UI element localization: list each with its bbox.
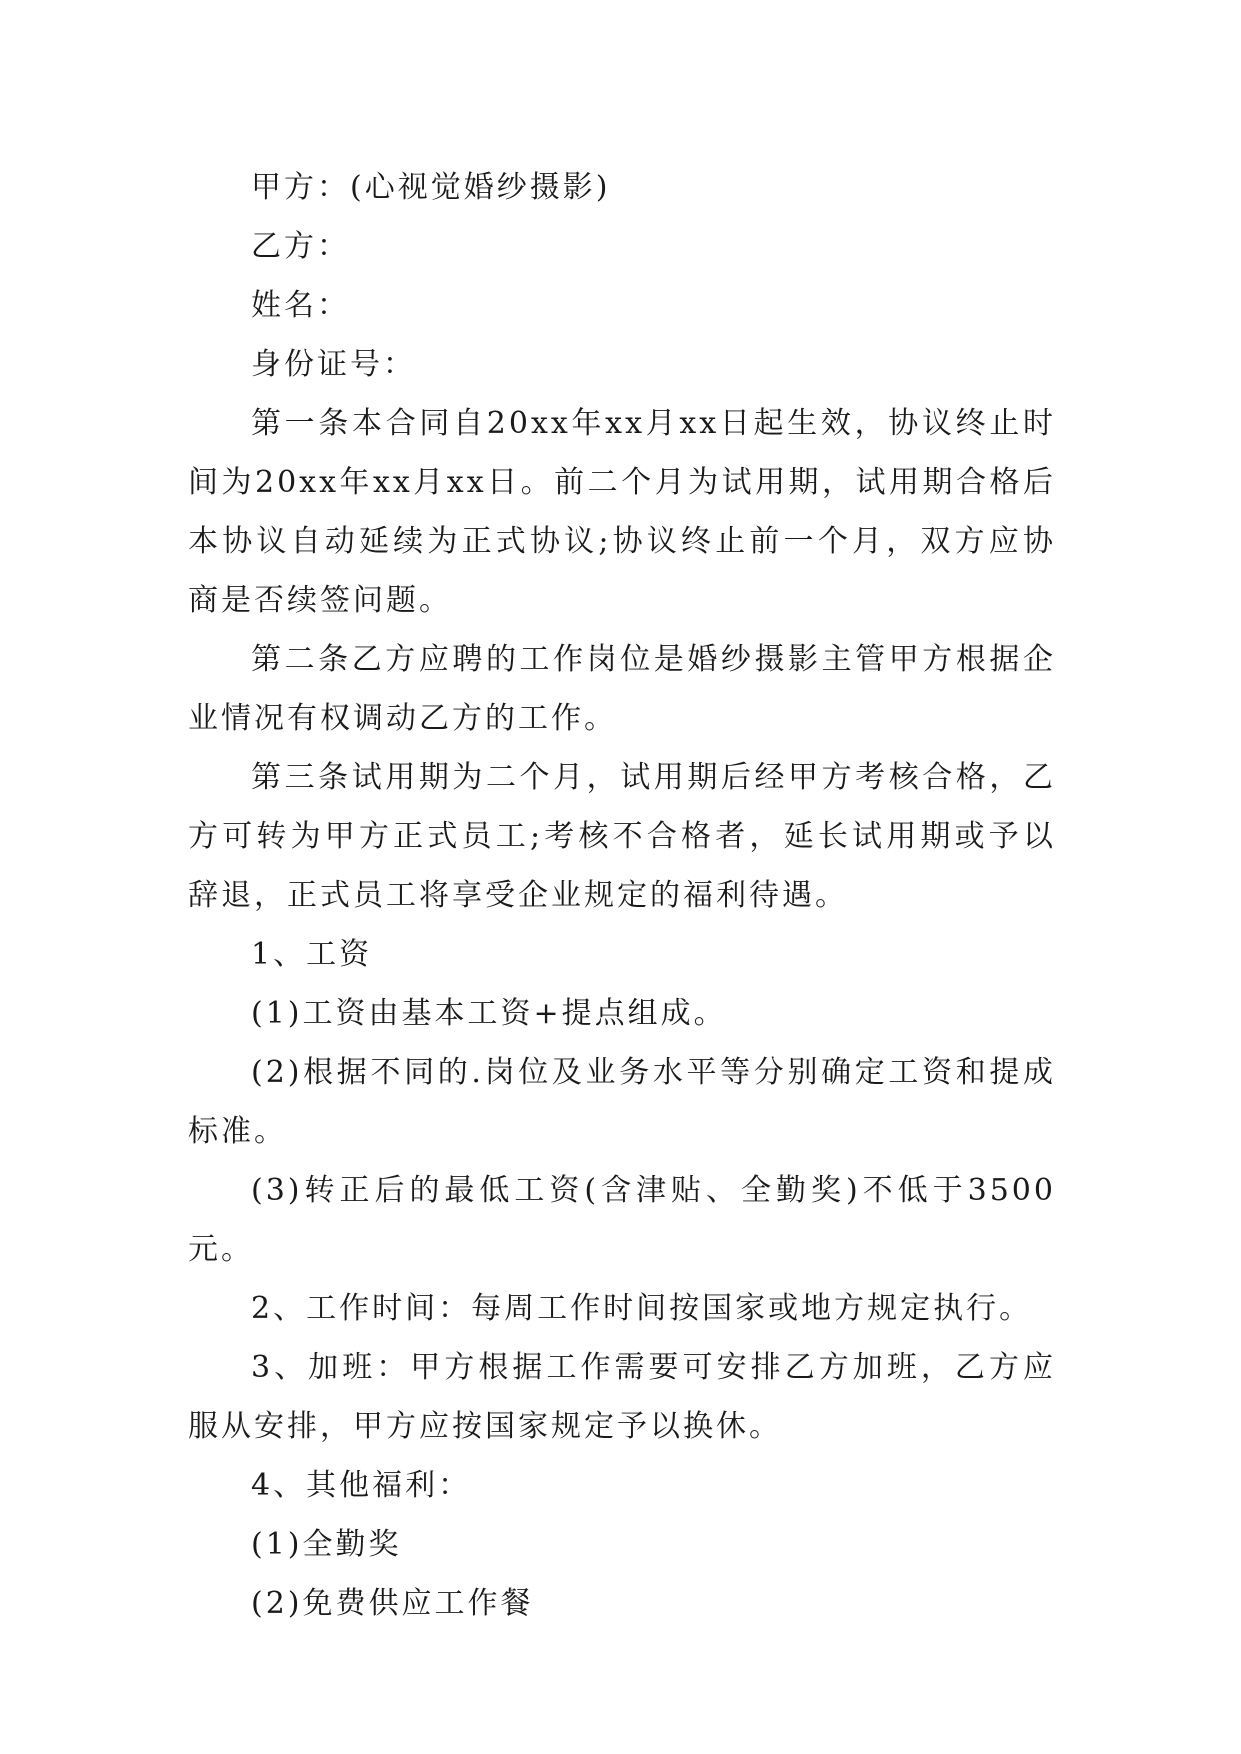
section-other-benefits: 4、其他福利：: [251, 1468, 472, 1503]
salary-item-3: (3)转正后的最低工资(含津贴、全勤奖)不低于3500元。: [188, 1173, 1056, 1267]
salary-item-1: (1)工资由基本工资+提点组成。: [251, 996, 727, 1031]
id-number-line: 身份证号：: [251, 347, 416, 382]
document-body: [188, 158, 1056, 1633]
party-a-line: 甲方：(心视觉婚纱摄影): [251, 170, 611, 205]
article-3: 第三条试用期为二个月，试用期后经甲方考核合格，乙方可转为甲方正式员工;考核不合格者，延长试用期或予以辞退，正式员工将享受企业规定的福利待遇。: [188, 760, 1056, 913]
section-overtime: 3、加班：甲方根据工作需要可安排乙方加班，乙方应服从安排，甲方应按国家规定予以换休。: [188, 1350, 1056, 1444]
party-b-line: 乙方：: [251, 229, 350, 264]
article-2: 第二条乙方应聘的工作岗位是婚纱摄影主管甲方根据企业情况有权调动乙方的工作。: [188, 642, 1056, 736]
benefit-item-2: (2)免费供应工作餐: [251, 1586, 534, 1621]
benefit-item-1: (1)全勤奖: [251, 1527, 402, 1562]
name-line: 姓名：: [251, 288, 350, 323]
article-1: 第一条本合同自20xx年xx月xx日起生效，协议终止时间为20xx年xx月xx日。前二个月为试用期，试用期合格后本协议自动延续为正式协议;协议终止前一个月，双方应协商是否续签问题。: [188, 406, 1056, 618]
section-working-hours: 2、工作时间：每周工作时间按国家或地方规定执行。: [251, 1291, 1033, 1326]
salary-item-2: (2)根据不同的.岗位及业务水平等分别确定工资和提成标准。: [188, 1055, 1056, 1149]
section-salary: 1、工资: [251, 937, 373, 972]
